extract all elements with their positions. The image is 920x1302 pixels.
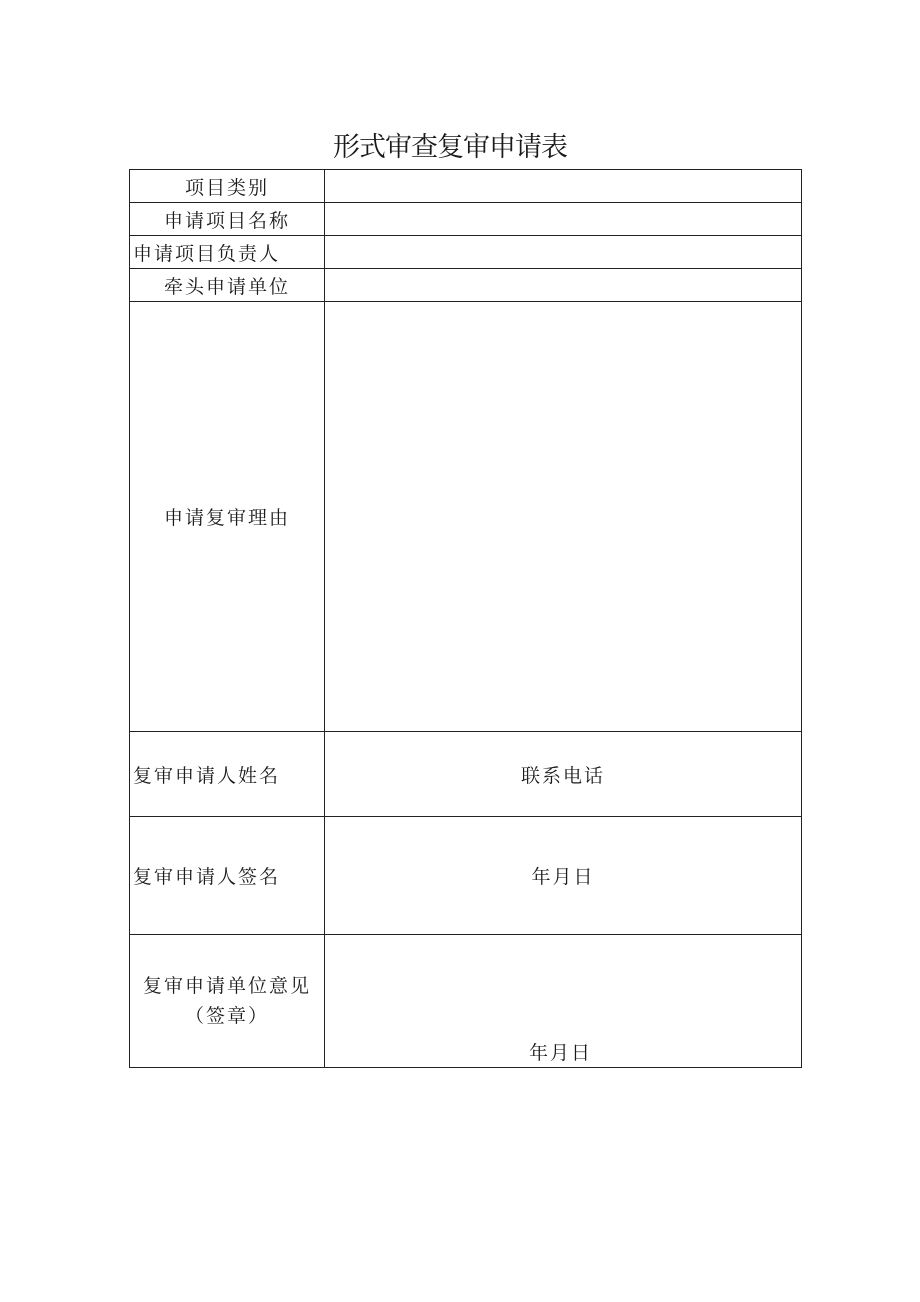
row-project-name	[130, 203, 802, 236]
signature-date-label: 年月日	[325, 817, 802, 935]
project-name-field[interactable]	[325, 203, 802, 236]
project-name-label: 申请项目名称	[130, 203, 325, 236]
row-unit-opinion	[130, 935, 802, 1068]
review-application-form	[129, 169, 802, 1068]
unit-opinion-label-line2: （签章）	[184, 1005, 269, 1027]
page-title: 形式审查复审申请表	[333, 132, 567, 163]
row-applicant-name	[130, 732, 802, 817]
row-project-leader	[130, 236, 802, 269]
project-category-label: 项目类别	[130, 170, 325, 203]
applicant-signature-label: 复审申请人签名	[130, 817, 325, 935]
unit-opinion-label	[130, 935, 325, 1068]
row-project-category	[130, 170, 802, 203]
project-leader-label: 申请项目负责人	[130, 236, 325, 269]
lead-unit-field[interactable]	[325, 269, 802, 302]
applicant-name-label: 复审申请人姓名	[130, 732, 325, 817]
project-leader-field[interactable]	[325, 236, 802, 269]
review-reason-field[interactable]	[325, 302, 802, 732]
unit-opinion-label-text	[143, 971, 311, 1031]
review-reason-label: 申请复审理由	[130, 302, 325, 732]
project-category-field[interactable]	[325, 170, 802, 203]
lead-unit-label: 牵头申请单位	[130, 269, 325, 302]
unit-opinion-label-line1: 复审申请单位意见	[142, 975, 311, 997]
opinion-date-label: 年月日	[528, 1042, 592, 1064]
contact-phone-label: 联系电话	[325, 732, 802, 817]
row-applicant-signature	[130, 817, 802, 935]
row-review-reason	[130, 302, 802, 732]
row-lead-unit	[130, 269, 802, 302]
unit-opinion-field[interactable]	[325, 935, 802, 1068]
